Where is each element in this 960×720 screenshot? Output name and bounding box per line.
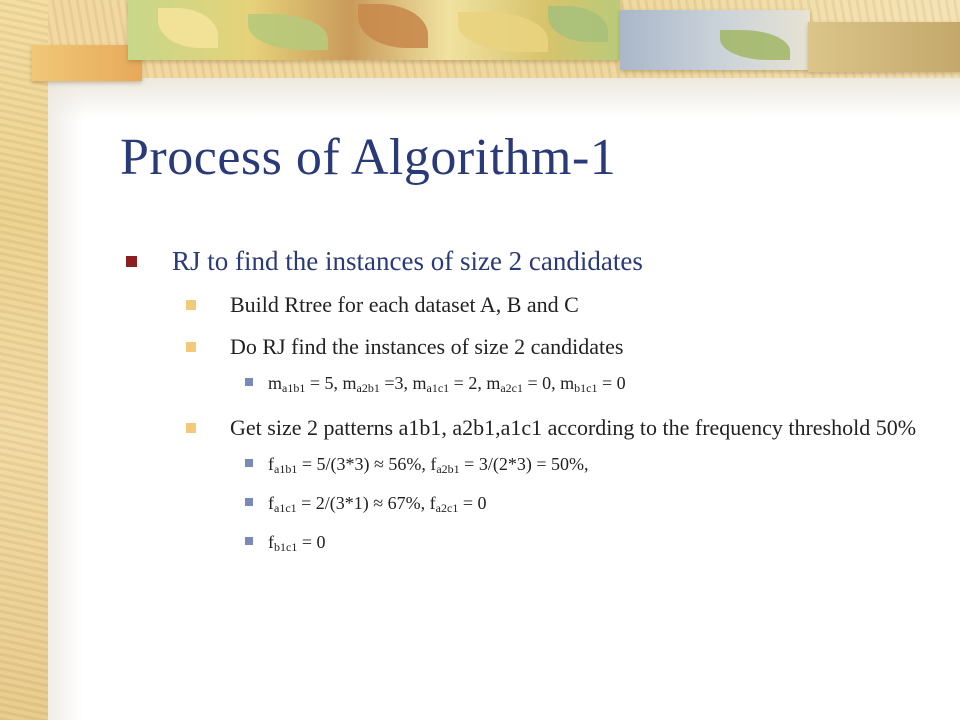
formula-subscript: b1c1	[274, 540, 298, 554]
bullet-level2	[120, 332, 920, 362]
formula-subscript: a1c1	[274, 501, 297, 515]
bullet-level3	[120, 490, 920, 521]
bullet-text: Build Rtree for each dataset A, B and C	[230, 292, 579, 317]
decorative-leaf-tile	[620, 10, 810, 70]
bullet-level1	[120, 244, 920, 278]
square-bullet-icon	[245, 378, 253, 386]
bullet-level3	[120, 370, 920, 401]
square-bullet-icon	[245, 459, 253, 467]
formula-value: = 5,	[305, 373, 343, 393]
square-bullet-icon	[186, 423, 196, 433]
formula-symbol: f	[268, 532, 274, 552]
formula-value: = 2,	[449, 373, 487, 393]
formula-subscript: a1c1	[426, 381, 450, 395]
decorative-leaf-banner	[128, 0, 620, 60]
decorative-left-band	[0, 0, 48, 720]
formula-subscript: a1b1	[282, 381, 306, 395]
leaf-shape	[720, 30, 790, 60]
bullet-level3	[120, 529, 920, 560]
formula-symbol: m	[342, 373, 357, 393]
formula-subscript: a2b1	[436, 462, 460, 476]
bullet-level2	[120, 290, 920, 320]
square-bullet-icon	[245, 537, 253, 545]
bullet-text: Do RJ find the instances of size 2 candidates	[230, 334, 624, 359]
formula-value: = 0	[597, 373, 626, 393]
bullet-text: RJ to find the instances of size 2 candidates	[172, 246, 643, 276]
square-bullet-icon	[186, 300, 196, 310]
formula-subscript: a1b1	[274, 462, 298, 476]
formula-subscript: a2c1	[435, 501, 459, 515]
bullet-level3	[120, 451, 920, 482]
decorative-leaf-tile	[808, 22, 960, 72]
formula-symbol: f	[430, 454, 437, 474]
formula-symbol: m	[412, 373, 427, 393]
formula-subscript: b1c1	[574, 381, 598, 395]
square-bullet-icon	[245, 498, 253, 506]
leaf-shape	[548, 6, 608, 42]
leaf-shape	[458, 12, 548, 52]
leaf-shape	[248, 14, 328, 50]
bullet-text: Get size 2 patterns a1b1, a2b1,a1c1 according to the frequency threshold 50%	[230, 415, 917, 440]
formula-text	[268, 532, 325, 552]
formula-subscript: a2b1	[356, 381, 380, 395]
square-bullet-icon	[126, 256, 137, 267]
formula-symbol: f	[268, 493, 274, 513]
formula-value: = 2/(3*1) ≈ 67%,	[296, 493, 430, 513]
formula-text	[268, 454, 588, 474]
leaf-shape	[158, 8, 218, 48]
formula-value: = 0	[458, 493, 487, 513]
formula-symbol: m	[560, 373, 575, 393]
square-bullet-icon	[186, 342, 196, 352]
formula-symbol: m	[268, 373, 283, 393]
formula-value: = 5/(3*3) ≈ 56%,	[297, 454, 431, 474]
leaf-shape	[358, 4, 428, 48]
slide-title: Process of Algorithm-1	[120, 129, 617, 186]
formula-value: = 3/(2*3) = 50%,	[459, 454, 589, 474]
decorative-leaf-tile	[32, 45, 142, 81]
formula-text	[268, 493, 486, 513]
formula-value: = 0,	[523, 373, 561, 393]
bullet-level2	[120, 413, 920, 443]
formula-value: =3,	[379, 373, 413, 393]
formula-symbol: m	[486, 373, 501, 393]
formula-value: = 0	[297, 532, 326, 552]
formula-text	[268, 373, 626, 393]
formula-symbol: f	[429, 493, 436, 513]
formula-subscript: a2c1	[500, 381, 523, 395]
formula-symbol: f	[268, 454, 274, 474]
slide-content	[120, 244, 920, 560]
